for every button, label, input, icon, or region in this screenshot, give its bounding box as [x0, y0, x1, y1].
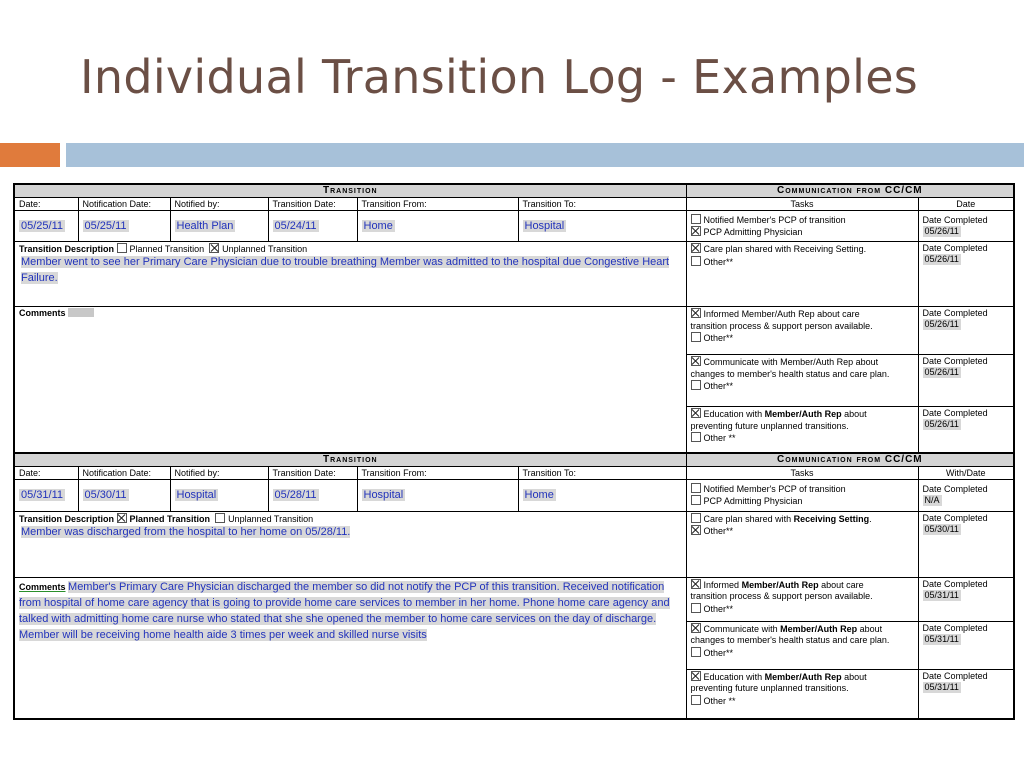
- task-notify-pcp: Notified Member's PCP of transition PCP Admitting Physician: [686, 211, 918, 242]
- comments-cell: Comments Member's Primary Care Physician discharged the member so did not notify the PCP of this transition. Received notification from hospital of home care agency that is going to provide home care services to member in her home. Phone home care agency and talked with admitting home care nurse who stated that she she opened the member to home care services on the day of discharge. Member will be receiving home health aide 3 times per week and skilled nurse visits: [14, 577, 686, 719]
- checkbox-communicate[interactable]: [691, 623, 701, 633]
- transition-to-field[interactable]: Hospital: [524, 220, 565, 232]
- date-completed-cell: Date Completed 05/26/11: [918, 242, 1014, 307]
- col-transition-from: Transition From:: [357, 198, 518, 211]
- task-informed-member: Informed Member/Auth Rep about care transition process & support person available. Other**: [686, 577, 918, 621]
- date-completed-cell: Date Completed 05/26/11: [918, 407, 1014, 453]
- transition-header: Transition: [14, 453, 686, 467]
- transition-header: Transition: [14, 184, 686, 198]
- checkbox-informed[interactable]: [691, 579, 701, 589]
- checkbox-other[interactable]: [691, 332, 701, 342]
- comments-text[interactable]: Member's Primary Care Physician discharged the member so did not notify the PCP of this transition. Received notification from hospital of home care agency that is going to provide home care services to member in her home. Phone home care agency and talked with admitting home care nurse who stated that she she opened the member to home care services on the day of discharge. Member will be receiving home health aide 3 times per week and skilled nurse visits: [19, 580, 670, 641]
- col-notified-by: Notified by:: [170, 466, 268, 479]
- transition-date-field[interactable]: 05/28/11: [274, 489, 317, 501]
- checkbox-notified-pcp[interactable]: [691, 214, 701, 224]
- task-communicate: Communicate with Member/Auth Rep about changes to member's health status and care plan. Other**: [686, 621, 918, 669]
- transition-description-text[interactable]: Member was discharged from the hospital to her home on 05/28/11.: [21, 525, 351, 538]
- task-communicate: Communicate with Member/Auth Rep about changes to member's health status and care plan. Other**: [686, 355, 918, 407]
- col-tasks: Tasks: [686, 198, 918, 211]
- col-date: Date:: [14, 466, 78, 479]
- col-tasks: Tasks: [686, 466, 918, 479]
- date-field[interactable]: 05/25/11: [21, 220, 64, 232]
- date-completed-value[interactable]: 05/31/11: [924, 633, 959, 644]
- comments-field[interactable]: [68, 308, 94, 317]
- task-education: Education with Member/Auth Rep about preventing future unplanned transitions. Other **: [686, 407, 918, 453]
- task-notify-pcp: Notified Member's PCP of transition PCP Admitting Physician: [686, 479, 918, 511]
- checkbox-unplanned[interactable]: [209, 243, 219, 253]
- checkbox-other[interactable]: [691, 525, 701, 535]
- checkbox-other[interactable]: [691, 256, 701, 266]
- date-completed-value[interactable]: 05/30/11: [924, 523, 959, 534]
- date-completed-value[interactable]: 05/26/11: [924, 226, 959, 236]
- date-completed-value[interactable]: N/A: [924, 495, 940, 505]
- notification-date-field[interactable]: 05/30/11: [84, 489, 127, 501]
- checkbox-other[interactable]: [691, 647, 701, 657]
- communication-header: Communication from CC/CM: [686, 453, 1014, 467]
- checkbox-unplanned[interactable]: [215, 513, 225, 523]
- example-1: [14, 184, 1014, 453]
- task-education: Education with Member/Auth Rep about preventing future unplanned transitions. Other **: [686, 669, 918, 719]
- col-date-completed: Date: [918, 198, 1014, 211]
- accent-bar-blue: [66, 143, 1024, 167]
- col-notification-date: Notification Date:: [78, 466, 170, 479]
- checkbox-care-plan[interactable]: [691, 243, 701, 253]
- slide-title: Individual Transition Log - Examples: [80, 50, 919, 104]
- date-completed-value[interactable]: 05/31/11: [924, 681, 959, 692]
- checkbox-education[interactable]: [691, 671, 701, 681]
- transition-to-field[interactable]: Home: [524, 489, 554, 501]
- col-transition-to: Transition To:: [518, 198, 686, 211]
- transition-date-field[interactable]: 05/24/11: [274, 220, 317, 232]
- col-transition-date: Transition Date:: [268, 198, 357, 211]
- col-transition-to: Transition To:: [518, 466, 686, 479]
- date-field[interactable]: 05/31/11: [21, 489, 64, 501]
- date-completed-cell: Date Completed 05/31/11: [918, 621, 1014, 669]
- checkbox-communicate[interactable]: [691, 356, 701, 366]
- col-with-date: With/Date: [918, 466, 1014, 479]
- col-transition-from: Transition From:: [357, 466, 518, 479]
- date-completed-cell: Date Completed N/A: [918, 479, 1014, 511]
- checkbox-other[interactable]: [691, 695, 701, 705]
- checkbox-planned[interactable]: [117, 513, 127, 523]
- date-completed-cell: Date Completed 05/30/11: [918, 511, 1014, 577]
- checkbox-informed[interactable]: [691, 308, 701, 318]
- accent-bar-orange: [0, 143, 60, 167]
- task-informed-member: Informed Member/Auth Rep about care transition process & support person available. Other**: [686, 307, 918, 355]
- date-completed-cell: Date Completed 05/26/11: [918, 211, 1014, 242]
- task-care-plan: Care plan shared with Receiving Setting. Other**: [686, 242, 918, 307]
- checkbox-other[interactable]: [691, 432, 701, 442]
- transition-log-table: [13, 183, 1015, 720]
- date-completed-cell: Date Completed 05/26/11: [918, 307, 1014, 355]
- transition-description-cell: Transition Description Planned Transition Unplanned Transition Member went to see her Primary Care Physician due to trouble breathing Member was admitted to the hospital due Congestive Heart Failure.: [14, 242, 686, 307]
- transition-from-field[interactable]: Home: [363, 220, 393, 232]
- date-completed-cell: Date Completed 05/31/11: [918, 669, 1014, 719]
- checkbox-care-plan[interactable]: [691, 513, 701, 523]
- task-care-plan: Care plan shared with Receiving Setting. Other**: [686, 511, 918, 577]
- date-completed-value[interactable]: 05/26/11: [924, 419, 959, 429]
- checkbox-education[interactable]: [691, 408, 701, 418]
- date-completed-cell: Date Completed 05/31/11: [918, 577, 1014, 621]
- communication-header: Communication from CC/CM: [686, 184, 1014, 198]
- checkbox-notified-pcp[interactable]: [691, 483, 701, 493]
- notified-by-field[interactable]: Hospital: [176, 489, 217, 501]
- transition-log-document: [13, 183, 1013, 720]
- notified-by-field[interactable]: Health Plan: [176, 220, 234, 232]
- comments-cell: Comments: [14, 307, 686, 453]
- example-2: [14, 453, 1014, 720]
- col-transition-date: Transition Date:: [268, 466, 357, 479]
- date-completed-value[interactable]: 05/26/11: [924, 254, 959, 264]
- date-completed-value[interactable]: 05/26/11: [924, 319, 959, 329]
- col-notification-date: Notification Date:: [78, 198, 170, 211]
- date-completed-value[interactable]: 05/31/11: [924, 589, 959, 600]
- notification-date-field[interactable]: 05/25/11: [84, 220, 127, 232]
- date-completed-value[interactable]: 05/26/11: [924, 367, 959, 377]
- transition-from-field[interactable]: Hospital: [363, 489, 404, 501]
- transition-description-cell: Transition Description Planned Transition Unplanned Transition Member was discharged from the hospital to her home on 05/28/11.: [14, 511, 686, 577]
- col-date: Date:: [14, 198, 78, 211]
- col-notified-by: Notified by:: [170, 198, 268, 211]
- date-completed-cell: Date Completed 05/26/11: [918, 355, 1014, 407]
- transition-description-text[interactable]: Member went to see her Primary Care Physician due to trouble breathing Member was admitted to the hospital due Congestive Heart Failure.: [21, 256, 670, 284]
- checkbox-pcp-admitting[interactable]: [691, 226, 701, 236]
- checkbox-pcp-admitting[interactable]: [691, 495, 701, 505]
- checkbox-planned[interactable]: [117, 243, 127, 253]
- checkbox-other[interactable]: [691, 603, 701, 613]
- checkbox-other[interactable]: [691, 380, 701, 390]
